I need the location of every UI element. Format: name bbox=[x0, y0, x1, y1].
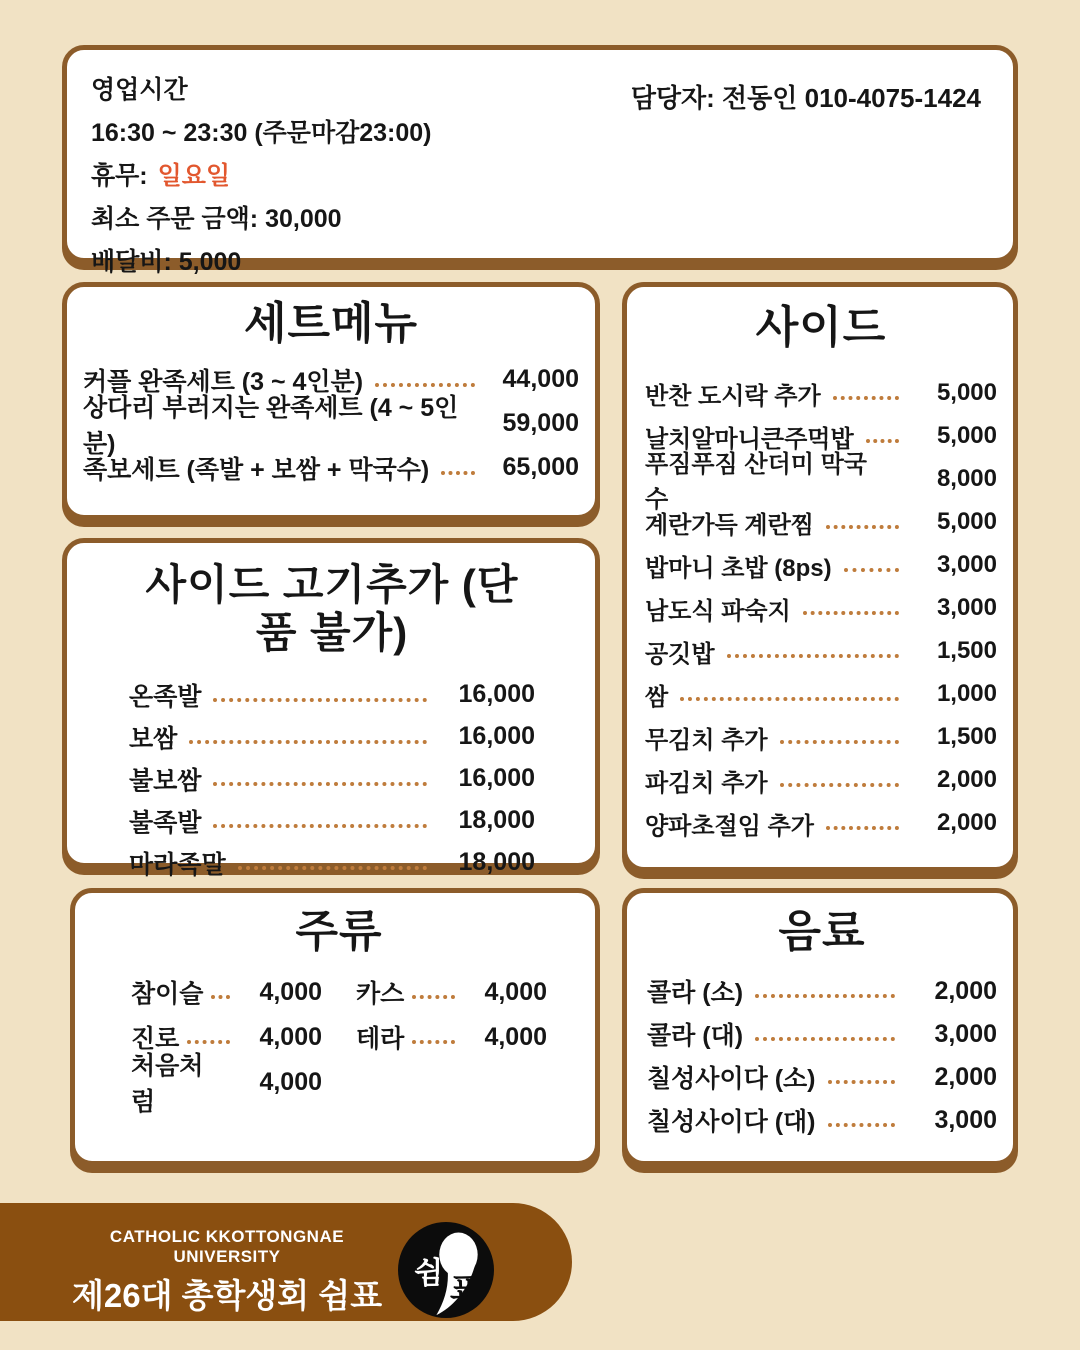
menu-item-price: 2,000 bbox=[934, 1062, 997, 1091]
menu-item-name: 칠성사이다 (소) bbox=[647, 1065, 816, 1094]
menu-item-price: 5,000 bbox=[936, 508, 997, 536]
alcohol-list-left bbox=[131, 970, 322, 1117]
menu-item-row bbox=[129, 842, 535, 884]
dotted-leader bbox=[441, 471, 475, 475]
alcohol-title: 주류 bbox=[295, 907, 383, 956]
menu-item-price: 16,000 bbox=[458, 764, 535, 793]
menu-item-price: 4,000 bbox=[259, 1067, 322, 1096]
menu-item-row bbox=[645, 372, 997, 415]
menu-item-name: 족보세트 (족발 + 보쌈 + 막국수) bbox=[83, 455, 430, 484]
menu-item-price: 5,000 bbox=[936, 379, 997, 407]
meat-addon-panel bbox=[62, 538, 600, 879]
dotted-leader bbox=[755, 994, 895, 998]
menu-item-row bbox=[647, 1056, 997, 1099]
menu-item-name: 계란가득 계란찜 bbox=[645, 511, 814, 539]
hours-value: 16:30 ~ 23:30 (주문마감23:00) bbox=[91, 118, 432, 147]
menu-item-price: 1,500 bbox=[936, 723, 997, 751]
dotted-leader bbox=[826, 525, 899, 529]
drinks-title: 음료 bbox=[778, 907, 866, 956]
dotted-leader bbox=[826, 826, 899, 830]
menu-item-name: 날치알마니큰주먹밥 bbox=[645, 425, 854, 453]
dotted-leader bbox=[755, 1037, 895, 1041]
dotted-leader bbox=[412, 1040, 455, 1044]
dotted-leader bbox=[680, 697, 899, 701]
menu-item-row bbox=[645, 630, 997, 673]
menu-item-row bbox=[645, 673, 997, 716]
menu-item-price: 4,000 bbox=[484, 1022, 547, 1051]
closed-value: 일요일 bbox=[157, 161, 231, 190]
menu-item-price: 59,000 bbox=[502, 409, 579, 438]
menu-item-row bbox=[645, 451, 997, 514]
comma-logo-svg bbox=[398, 1222, 494, 1318]
menu-item-name: 공깃밥 bbox=[645, 640, 715, 668]
delivery-fee-line: 배달비: 5,000 bbox=[91, 247, 242, 276]
dotted-leader bbox=[833, 396, 899, 400]
menu-item-row bbox=[129, 716, 535, 758]
menu-item-row bbox=[645, 802, 997, 845]
menu-item-name: 밥마니 초밥 (8ps) bbox=[645, 554, 832, 582]
menu-item-row bbox=[83, 393, 579, 458]
student-council-name: 제26대 총학생회 쉼표 bbox=[72, 1277, 383, 1314]
dotted-leader bbox=[211, 995, 230, 999]
menu-item-name: 카스 bbox=[356, 980, 405, 1009]
menu-item-price: 3,000 bbox=[936, 594, 997, 622]
dotted-leader bbox=[727, 654, 899, 658]
menu-item-price: 44,000 bbox=[502, 365, 579, 394]
menu-item-row bbox=[129, 800, 535, 842]
dotted-leader bbox=[213, 698, 427, 702]
menu-item-row bbox=[129, 674, 535, 716]
dotted-leader bbox=[780, 740, 899, 744]
menu-item-price: 18,000 bbox=[458, 848, 535, 877]
menu-item-name: 진로 bbox=[131, 1025, 180, 1054]
menu-item-row bbox=[647, 1099, 997, 1142]
menu-item-price: 4,000 bbox=[484, 977, 547, 1006]
menu-item-name: 반찬 도시락 추가 bbox=[645, 382, 821, 410]
dotted-leader bbox=[844, 568, 899, 572]
menu-item-name: 커플 완족세트 (3 ~ 4인분) bbox=[83, 367, 364, 396]
menu-item-name: 무김치 추가 bbox=[645, 726, 768, 754]
manager-contact: 담당자: 전동인 010-4075-1424 bbox=[630, 83, 981, 113]
footer-brand-bar bbox=[0, 1203, 572, 1321]
hours-label: 영업시간 bbox=[91, 75, 188, 104]
logo-char-top: 쉼 bbox=[414, 1257, 443, 1290]
menu-item-name: 파김치 추가 bbox=[645, 769, 768, 797]
menu-item-price: 4,000 bbox=[259, 977, 322, 1006]
menu-item-name: 쌈 bbox=[645, 683, 669, 711]
menu-item-price: 3,000 bbox=[936, 551, 997, 579]
drinks-list bbox=[647, 970, 997, 1142]
side-menu-title: 사이드 bbox=[755, 303, 887, 352]
closed-day-line bbox=[91, 152, 989, 195]
menu-item-row bbox=[645, 759, 997, 802]
dotted-leader bbox=[803, 611, 899, 615]
dotted-leader bbox=[189, 740, 427, 744]
dotted-leader bbox=[866, 439, 899, 443]
menu-item-price: 3,000 bbox=[934, 1105, 997, 1134]
menu-item-name: 불보쌈 bbox=[129, 766, 202, 795]
dotted-leader bbox=[828, 1123, 896, 1127]
menu-item-name: 콜라 (대) bbox=[647, 1022, 744, 1051]
menu-item-row bbox=[129, 758, 535, 800]
logo-char-bottom: 표 bbox=[450, 1273, 479, 1306]
menu-item-row bbox=[645, 716, 997, 759]
menu-item-name: 처음처럼 bbox=[131, 1052, 204, 1117]
side-menu-panel bbox=[622, 282, 1018, 872]
dotted-leader bbox=[828, 1080, 896, 1084]
alcohol-panel bbox=[70, 888, 600, 1166]
min-order-line: 최소 주문 금액: 30,000 bbox=[91, 204, 342, 233]
menu-item-row bbox=[356, 970, 547, 1015]
menu-item-name: 상다리 부러지는 완족세트 (4 ~ 5인분) bbox=[83, 393, 459, 458]
menu-item-name: 푸짐푸짐 산더미 막국수 bbox=[645, 451, 867, 514]
menu-item-row bbox=[645, 544, 997, 587]
menu-item-price: 2,000 bbox=[934, 976, 997, 1005]
university-name: CATHOLIC KKOTTONGNAE UNIVERSITY bbox=[109, 1227, 345, 1266]
footer-text-block bbox=[72, 1227, 382, 1317]
dotted-leader bbox=[375, 383, 475, 387]
menu-item-price: 16,000 bbox=[458, 722, 535, 751]
menu-item-name: 콜라 (소) bbox=[647, 979, 744, 1008]
menu-item-row bbox=[131, 1052, 322, 1117]
closed-label: 휴무: bbox=[91, 161, 148, 190]
menu-item-price: 3,000 bbox=[934, 1019, 997, 1048]
menu-item-price: 2,000 bbox=[936, 809, 997, 837]
menu-item-name: 남도식 파숙지 bbox=[645, 597, 791, 625]
menu-item-row bbox=[83, 446, 579, 490]
dotted-leader bbox=[213, 824, 427, 828]
menu-item-row bbox=[356, 1015, 547, 1060]
dotted-leader bbox=[187, 1040, 230, 1044]
meat-addon-title: 사이드 고기추가 (단품 불가) bbox=[145, 561, 519, 657]
menu-item-price: 4,000 bbox=[259, 1022, 322, 1051]
menu-item-name: 온족발 bbox=[129, 682, 202, 711]
drinks-panel bbox=[622, 888, 1018, 1166]
menu-item-row bbox=[647, 1013, 997, 1056]
dotted-leader bbox=[238, 866, 427, 870]
menu-item-row bbox=[131, 970, 322, 1015]
menu-item-row bbox=[647, 970, 997, 1013]
set-menu-title: 세트메뉴 bbox=[243, 299, 418, 348]
menu-item-name: 참이슬 bbox=[131, 980, 204, 1009]
menu-item-price: 18,000 bbox=[458, 806, 535, 835]
alcohol-list-right bbox=[356, 970, 547, 1105]
menu-item-price: 1,500 bbox=[936, 637, 997, 665]
menu-item-name: 마라족말 bbox=[129, 850, 226, 879]
dotted-leader bbox=[213, 782, 427, 786]
dotted-leader bbox=[780, 783, 899, 787]
set-menu-panel bbox=[62, 282, 600, 520]
menu-item-price: 5,000 bbox=[936, 422, 997, 450]
set-menu-list bbox=[83, 358, 579, 490]
menu-item-price: 1,000 bbox=[936, 680, 997, 708]
menu-item-row bbox=[645, 587, 997, 630]
comma-logo-icon bbox=[398, 1222, 494, 1318]
dotted-leader bbox=[412, 995, 455, 999]
meat-addon-list bbox=[129, 674, 535, 884]
menu-item-name: 보쌈 bbox=[129, 724, 178, 753]
menu-item-name: 양파초절임 추가 bbox=[645, 812, 814, 840]
menu-item-name: 불족발 bbox=[129, 808, 202, 837]
menu-item-price: 16,000 bbox=[458, 680, 535, 709]
side-menu-list bbox=[645, 372, 997, 845]
menu-item-price: 65,000 bbox=[502, 453, 579, 482]
menu-item-price: 8,000 bbox=[936, 465, 997, 493]
menu-item-name: 칠성사이다 (대) bbox=[647, 1108, 816, 1137]
menu-item-price: 2,000 bbox=[936, 766, 997, 794]
menu-item-name: 테라 bbox=[356, 1025, 405, 1054]
business-info-panel bbox=[62, 45, 1018, 276]
